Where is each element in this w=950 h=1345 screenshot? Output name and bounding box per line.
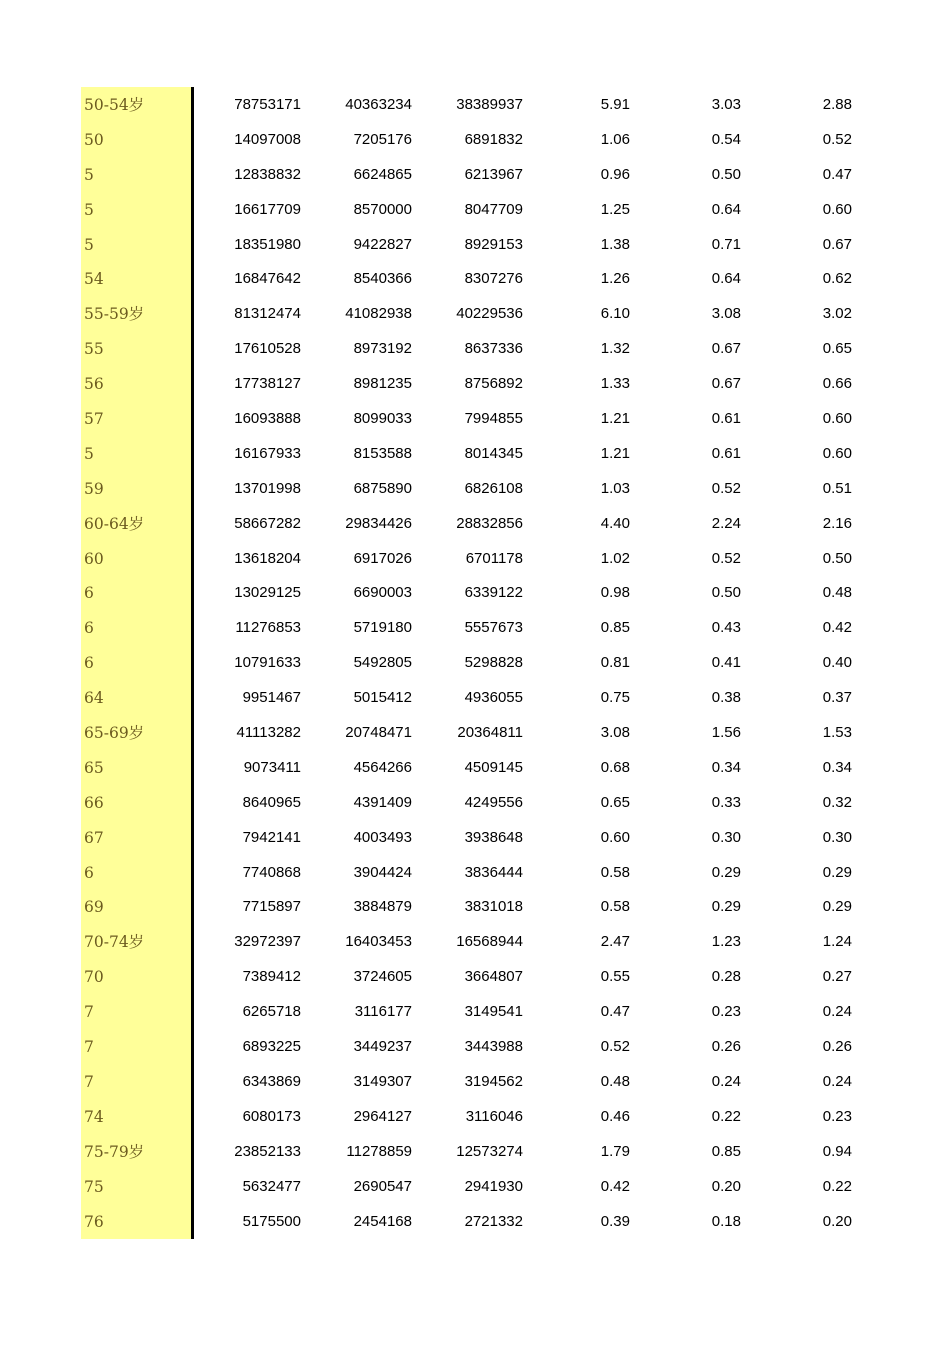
- pct-total-cell: 0.81: [600, 654, 630, 672]
- male-cell: 6917026: [353, 549, 412, 567]
- total-cell: 10791633: [234, 654, 301, 672]
- table-row: [0, 297, 950, 332]
- pct-female-cell: 0.66: [822, 375, 852, 393]
- female-cell: 7994855: [464, 410, 523, 428]
- age-label: 55: [84, 340, 104, 359]
- pct-female-cell: 0.24: [822, 1003, 852, 1021]
- age-label: 75-79岁: [84, 1142, 145, 1161]
- pct-female-cell: 0.37: [822, 689, 852, 707]
- female-cell: 8047709: [464, 200, 523, 218]
- pct-female-cell: 0.29: [822, 898, 852, 916]
- table-row: [0, 576, 950, 611]
- total-cell: 17610528: [234, 340, 301, 358]
- pct-male-cell: 0.54: [711, 130, 741, 148]
- pct-female-cell: 0.60: [822, 410, 852, 428]
- pct-male-cell: 0.50: [711, 165, 741, 183]
- male-cell: 3724605: [353, 968, 412, 986]
- total-cell: 13618204: [234, 549, 301, 567]
- total-cell: 6265718: [242, 1003, 301, 1021]
- age-label: 6: [84, 619, 94, 638]
- table-row: [0, 925, 950, 960]
- pct-female-cell: 0.60: [822, 200, 852, 218]
- female-cell: 3116046: [465, 1107, 523, 1125]
- total-cell: 7389412: [242, 968, 301, 986]
- male-cell: 2964127: [353, 1107, 412, 1125]
- female-cell: 8929153: [464, 235, 523, 253]
- male-cell: 16403453: [345, 933, 412, 951]
- pct-total-cell: 1.06: [600, 130, 630, 148]
- pct-male-cell: 2.24: [711, 514, 741, 532]
- total-cell: 41113282: [236, 724, 301, 742]
- male-cell: 8153588: [353, 444, 412, 462]
- total-cell: 6893225: [242, 1038, 301, 1056]
- male-cell: 11278859: [346, 1142, 412, 1160]
- pct-male-cell: 1.23: [711, 933, 741, 951]
- pct-total-cell: 0.39: [600, 1212, 630, 1230]
- male-cell: 3449237: [353, 1038, 412, 1056]
- female-cell: 3149541: [464, 1003, 523, 1021]
- pct-female-cell: 0.48: [822, 584, 852, 602]
- total-cell: 78753171: [234, 96, 301, 113]
- pct-male-cell: 0.20: [711, 1177, 741, 1195]
- pct-female-cell: 0.42: [822, 619, 852, 637]
- table-row: [0, 507, 950, 542]
- population-table: [0, 88, 950, 1239]
- pct-female-cell: 0.47: [822, 165, 852, 183]
- female-cell: 8307276: [464, 270, 523, 288]
- pct-male-cell: 0.43: [711, 619, 741, 637]
- pct-male-cell: 0.52: [711, 479, 741, 497]
- pct-female-cell: 0.23: [822, 1107, 852, 1125]
- total-cell: 81312474: [234, 305, 301, 323]
- age-label: 7: [84, 1038, 94, 1057]
- total-cell: 23852133: [234, 1142, 301, 1160]
- total-cell: 16093888: [234, 410, 301, 428]
- total-cell: 14097008: [234, 130, 301, 148]
- table-row: [0, 681, 950, 716]
- female-cell: 5557673: [464, 619, 523, 637]
- male-cell: 4391409: [353, 793, 412, 811]
- table-row: [0, 1100, 950, 1135]
- pct-male-cell: 0.22: [711, 1107, 741, 1125]
- female-cell: 6701178: [465, 549, 523, 567]
- pct-male-cell: 0.52: [711, 549, 741, 567]
- pct-female-cell: 0.50: [822, 549, 852, 567]
- pct-male-cell: 0.61: [711, 410, 741, 428]
- total-cell: 16617709: [234, 200, 301, 218]
- total-cell: 17738127: [234, 375, 301, 393]
- pct-female-cell: 0.32: [822, 793, 852, 811]
- female-cell: 3443988: [464, 1038, 523, 1056]
- female-cell: 28832856: [456, 514, 523, 532]
- table-row: [0, 786, 950, 821]
- pct-total-cell: 1.32: [600, 340, 630, 358]
- age-label: 60-64岁: [84, 514, 145, 533]
- age-label: 59: [84, 479, 104, 498]
- total-cell: 12838832: [234, 165, 301, 183]
- table-row: [0, 332, 950, 367]
- table-row: [0, 262, 950, 297]
- table-row: [0, 437, 950, 472]
- total-cell: 9951467: [242, 689, 301, 707]
- pct-total-cell: 3.08: [600, 724, 630, 742]
- pct-female-cell: 0.60: [822, 444, 852, 462]
- age-label: 6: [84, 584, 94, 603]
- pct-total-cell: 0.42: [600, 1177, 630, 1195]
- pct-male-cell: 0.29: [711, 898, 741, 916]
- pct-male-cell: 0.29: [711, 863, 741, 881]
- total-cell: 8640965: [242, 793, 301, 811]
- total-cell: 7715897: [242, 898, 301, 916]
- total-cell: 13029125: [234, 584, 301, 602]
- age-label: 70-74岁: [84, 933, 145, 952]
- pct-total-cell: 0.58: [600, 898, 630, 916]
- pct-female-cell: 0.26: [822, 1038, 852, 1056]
- male-cell: 8981235: [353, 375, 412, 393]
- female-cell: 3836444: [464, 863, 523, 881]
- table-row: [0, 228, 950, 263]
- female-cell: 6826108: [464, 479, 523, 497]
- age-label: 50-54岁: [84, 96, 145, 114]
- pct-male-cell: 0.71: [711, 235, 741, 253]
- pct-total-cell: 1.21: [600, 444, 630, 462]
- total-cell: 5632477: [242, 1177, 301, 1195]
- pct-total-cell: 2.47: [600, 933, 630, 951]
- total-cell: 6080173: [242, 1107, 301, 1125]
- table-row: [0, 1170, 950, 1205]
- male-cell: 3149307: [353, 1072, 412, 1090]
- age-label: 76: [84, 1212, 104, 1231]
- table-row: [0, 472, 950, 507]
- pct-male-cell: 0.41: [711, 654, 741, 672]
- pct-total-cell: 0.96: [600, 165, 630, 183]
- age-label: 60: [84, 549, 104, 568]
- age-label: 55-59岁: [84, 305, 145, 324]
- pct-male-cell: 0.64: [711, 200, 741, 218]
- pct-total-cell: 6.10: [600, 305, 630, 323]
- pct-total-cell: 0.98: [600, 584, 630, 602]
- pct-female-cell: 0.20: [822, 1212, 852, 1230]
- female-cell: 2721332: [464, 1212, 523, 1230]
- male-cell: 4564266: [353, 758, 412, 776]
- age-label: 5: [84, 444, 94, 463]
- pct-total-cell: 4.40: [600, 514, 630, 532]
- age-label: 67: [84, 828, 104, 847]
- male-cell: 3884879: [353, 898, 412, 916]
- total-cell: 58667282: [234, 514, 301, 532]
- table-row: [0, 367, 950, 402]
- pct-female-cell: 2.16: [822, 514, 852, 532]
- male-cell: 41082938: [345, 305, 412, 323]
- table-row: [0, 960, 950, 995]
- pct-female-cell: 0.30: [822, 828, 852, 846]
- pct-female-cell: 0.94: [822, 1142, 852, 1160]
- age-label: 64: [84, 689, 104, 708]
- pct-total-cell: 1.25: [600, 200, 630, 218]
- age-label: 70: [84, 968, 104, 987]
- age-label: 75: [84, 1177, 104, 1196]
- male-cell: 6690003: [353, 584, 412, 602]
- pct-female-cell: 1.24: [822, 933, 852, 951]
- pct-female-cell: 0.24: [822, 1072, 852, 1090]
- table-row: [0, 890, 950, 925]
- pct-total-cell: 0.47: [600, 1003, 630, 1021]
- male-cell: 4003493: [353, 828, 412, 846]
- pct-total-cell: 0.58: [600, 863, 630, 881]
- table-row: [0, 402, 950, 437]
- pct-female-cell: 0.65: [822, 340, 852, 358]
- pct-female-cell: 3.02: [822, 305, 852, 323]
- pct-male-cell: 0.50: [711, 584, 741, 602]
- table-row: [0, 821, 950, 856]
- pct-total-cell: 0.85: [600, 619, 630, 637]
- pct-male-cell: 0.85: [711, 1142, 741, 1160]
- table-row: [0, 542, 950, 577]
- female-cell: 8637336: [464, 340, 523, 358]
- table-row: [0, 158, 950, 193]
- male-cell: 40363234: [345, 96, 412, 113]
- female-cell: 4249556: [464, 793, 523, 811]
- pct-total-cell: 5.91: [600, 96, 630, 113]
- pct-total-cell: 0.68: [600, 758, 630, 776]
- pct-female-cell: 0.34: [822, 758, 852, 776]
- female-cell: 6213967: [464, 165, 523, 183]
- total-cell: 16847642: [234, 270, 301, 288]
- female-cell: 3831018: [464, 898, 523, 916]
- age-label: 66: [84, 793, 104, 812]
- table-row: [0, 1135, 950, 1170]
- male-cell: 8570000: [353, 200, 412, 218]
- table-row: [0, 88, 950, 123]
- pct-male-cell: 0.67: [711, 375, 741, 393]
- female-cell: 6339122: [464, 584, 523, 602]
- male-cell: 20748471: [345, 724, 412, 742]
- pct-female-cell: 2.88: [822, 96, 852, 113]
- female-cell: 3938648: [464, 828, 523, 846]
- age-label: 69: [84, 898, 104, 917]
- male-cell: 5015412: [353, 689, 412, 707]
- pct-female-cell: 0.27: [822, 968, 852, 986]
- table-row: [0, 856, 950, 891]
- male-cell: 5492805: [353, 654, 412, 672]
- pct-male-cell: 0.67: [711, 340, 741, 358]
- age-label: 65-69岁: [84, 724, 145, 743]
- table-row: [0, 1030, 950, 1065]
- female-cell: 12573274: [456, 1142, 523, 1160]
- total-cell: 16167933: [234, 444, 301, 462]
- table-row: [0, 751, 950, 786]
- pct-total-cell: 1.79: [600, 1142, 630, 1160]
- age-label: 5: [84, 200, 94, 219]
- female-cell: 8756892: [464, 375, 523, 393]
- pct-female-cell: 0.67: [822, 235, 852, 253]
- pct-male-cell: 0.23: [711, 1003, 741, 1021]
- female-cell: 3664807: [464, 968, 523, 986]
- pct-male-cell: 0.18: [711, 1212, 741, 1230]
- table-row: [0, 646, 950, 681]
- pct-total-cell: 1.03: [600, 479, 630, 497]
- age-label: 65: [84, 758, 104, 777]
- pct-female-cell: 0.22: [822, 1177, 852, 1195]
- pct-total-cell: 0.48: [600, 1072, 630, 1090]
- male-cell: 2690547: [353, 1177, 412, 1195]
- pct-female-cell: 0.40: [822, 654, 852, 672]
- table-row: [0, 193, 950, 228]
- pct-male-cell: 0.33: [711, 793, 741, 811]
- table-row: [0, 716, 950, 751]
- total-cell: 6343869: [242, 1072, 301, 1090]
- female-cell: 8014345: [464, 444, 523, 462]
- pct-total-cell: 1.38: [600, 235, 630, 253]
- age-label: 50: [84, 130, 104, 149]
- female-cell: 4936055: [464, 689, 523, 707]
- age-label: 54: [84, 270, 104, 289]
- age-label: 74: [84, 1107, 104, 1126]
- female-cell: 40229536: [456, 305, 523, 323]
- male-cell: 6624865: [353, 165, 412, 183]
- pct-male-cell: 0.64: [711, 270, 741, 288]
- pct-male-cell: 0.61: [711, 444, 741, 462]
- male-cell: 8973192: [353, 340, 412, 358]
- female-cell: 6891832: [464, 130, 523, 148]
- female-cell: 20364811: [457, 724, 523, 742]
- male-cell: 3116177: [354, 1003, 412, 1021]
- male-cell: 8099033: [353, 410, 412, 428]
- pct-male-cell: 0.38: [711, 689, 741, 707]
- female-cell: 5298828: [464, 654, 523, 672]
- male-cell: 7205176: [353, 130, 412, 148]
- total-cell: 11276853: [235, 619, 301, 637]
- pct-male-cell: 3.03: [711, 96, 741, 113]
- pct-male-cell: 3.08: [711, 305, 741, 323]
- pct-total-cell: 1.02: [600, 549, 630, 567]
- pct-total-cell: 0.46: [600, 1107, 630, 1125]
- pct-female-cell: 0.29: [822, 863, 852, 881]
- pct-total-cell: 0.60: [600, 828, 630, 846]
- male-cell: 3904424: [353, 863, 412, 881]
- table-row: [0, 1065, 950, 1100]
- pct-total-cell: 0.55: [600, 968, 630, 986]
- female-cell: 16568944: [456, 933, 523, 951]
- age-label: 5: [84, 235, 94, 254]
- female-cell: 2941930: [464, 1177, 523, 1195]
- pct-total-cell: 1.21: [600, 410, 630, 428]
- pct-female-cell: 1.53: [822, 724, 852, 742]
- pct-male-cell: 0.34: [711, 758, 741, 776]
- total-cell: 5175500: [242, 1212, 301, 1230]
- pct-female-cell: 0.62: [822, 270, 852, 288]
- total-cell: 7740868: [242, 863, 301, 881]
- pct-total-cell: 1.33: [600, 375, 630, 393]
- total-cell: 32972397: [234, 933, 301, 951]
- total-cell: 9073411: [243, 758, 301, 776]
- total-cell: 7942141: [242, 828, 301, 846]
- age-label: 6: [84, 863, 94, 882]
- pct-male-cell: 0.30: [711, 828, 741, 846]
- female-cell: 3194562: [464, 1072, 523, 1090]
- pct-total-cell: 0.75: [600, 689, 630, 707]
- female-cell: 4509145: [464, 758, 523, 776]
- age-label: 7: [84, 1072, 94, 1091]
- male-cell: 2454168: [353, 1212, 412, 1230]
- age-label: 56: [84, 375, 104, 394]
- pct-male-cell: 0.26: [711, 1038, 741, 1056]
- pct-female-cell: 0.51: [822, 479, 852, 497]
- pct-male-cell: 0.28: [711, 968, 741, 986]
- total-cell: 18351980: [234, 235, 301, 253]
- age-label: 5: [84, 165, 94, 184]
- pct-total-cell: 0.65: [600, 793, 630, 811]
- pct-total-cell: 0.52: [600, 1038, 630, 1056]
- table-row: [0, 123, 950, 158]
- male-cell: 29834426: [345, 514, 412, 532]
- pct-male-cell: 1.56: [711, 724, 741, 742]
- male-cell: 8540366: [353, 270, 412, 288]
- table-row: [0, 611, 950, 646]
- age-label: 7: [84, 1003, 94, 1022]
- age-label: 57: [84, 410, 104, 429]
- male-cell: 5719180: [353, 619, 412, 637]
- age-label: 6: [84, 654, 94, 673]
- male-cell: 9422827: [353, 235, 412, 253]
- pct-male-cell: 0.24: [711, 1072, 741, 1090]
- female-cell: 38389937: [456, 96, 523, 113]
- total-cell: 13701998: [234, 479, 301, 497]
- table-row: [0, 995, 950, 1030]
- male-cell: 6875890: [353, 479, 412, 497]
- pct-total-cell: 1.26: [600, 270, 630, 288]
- table-row: [0, 1205, 950, 1240]
- pct-female-cell: 0.52: [822, 130, 852, 148]
